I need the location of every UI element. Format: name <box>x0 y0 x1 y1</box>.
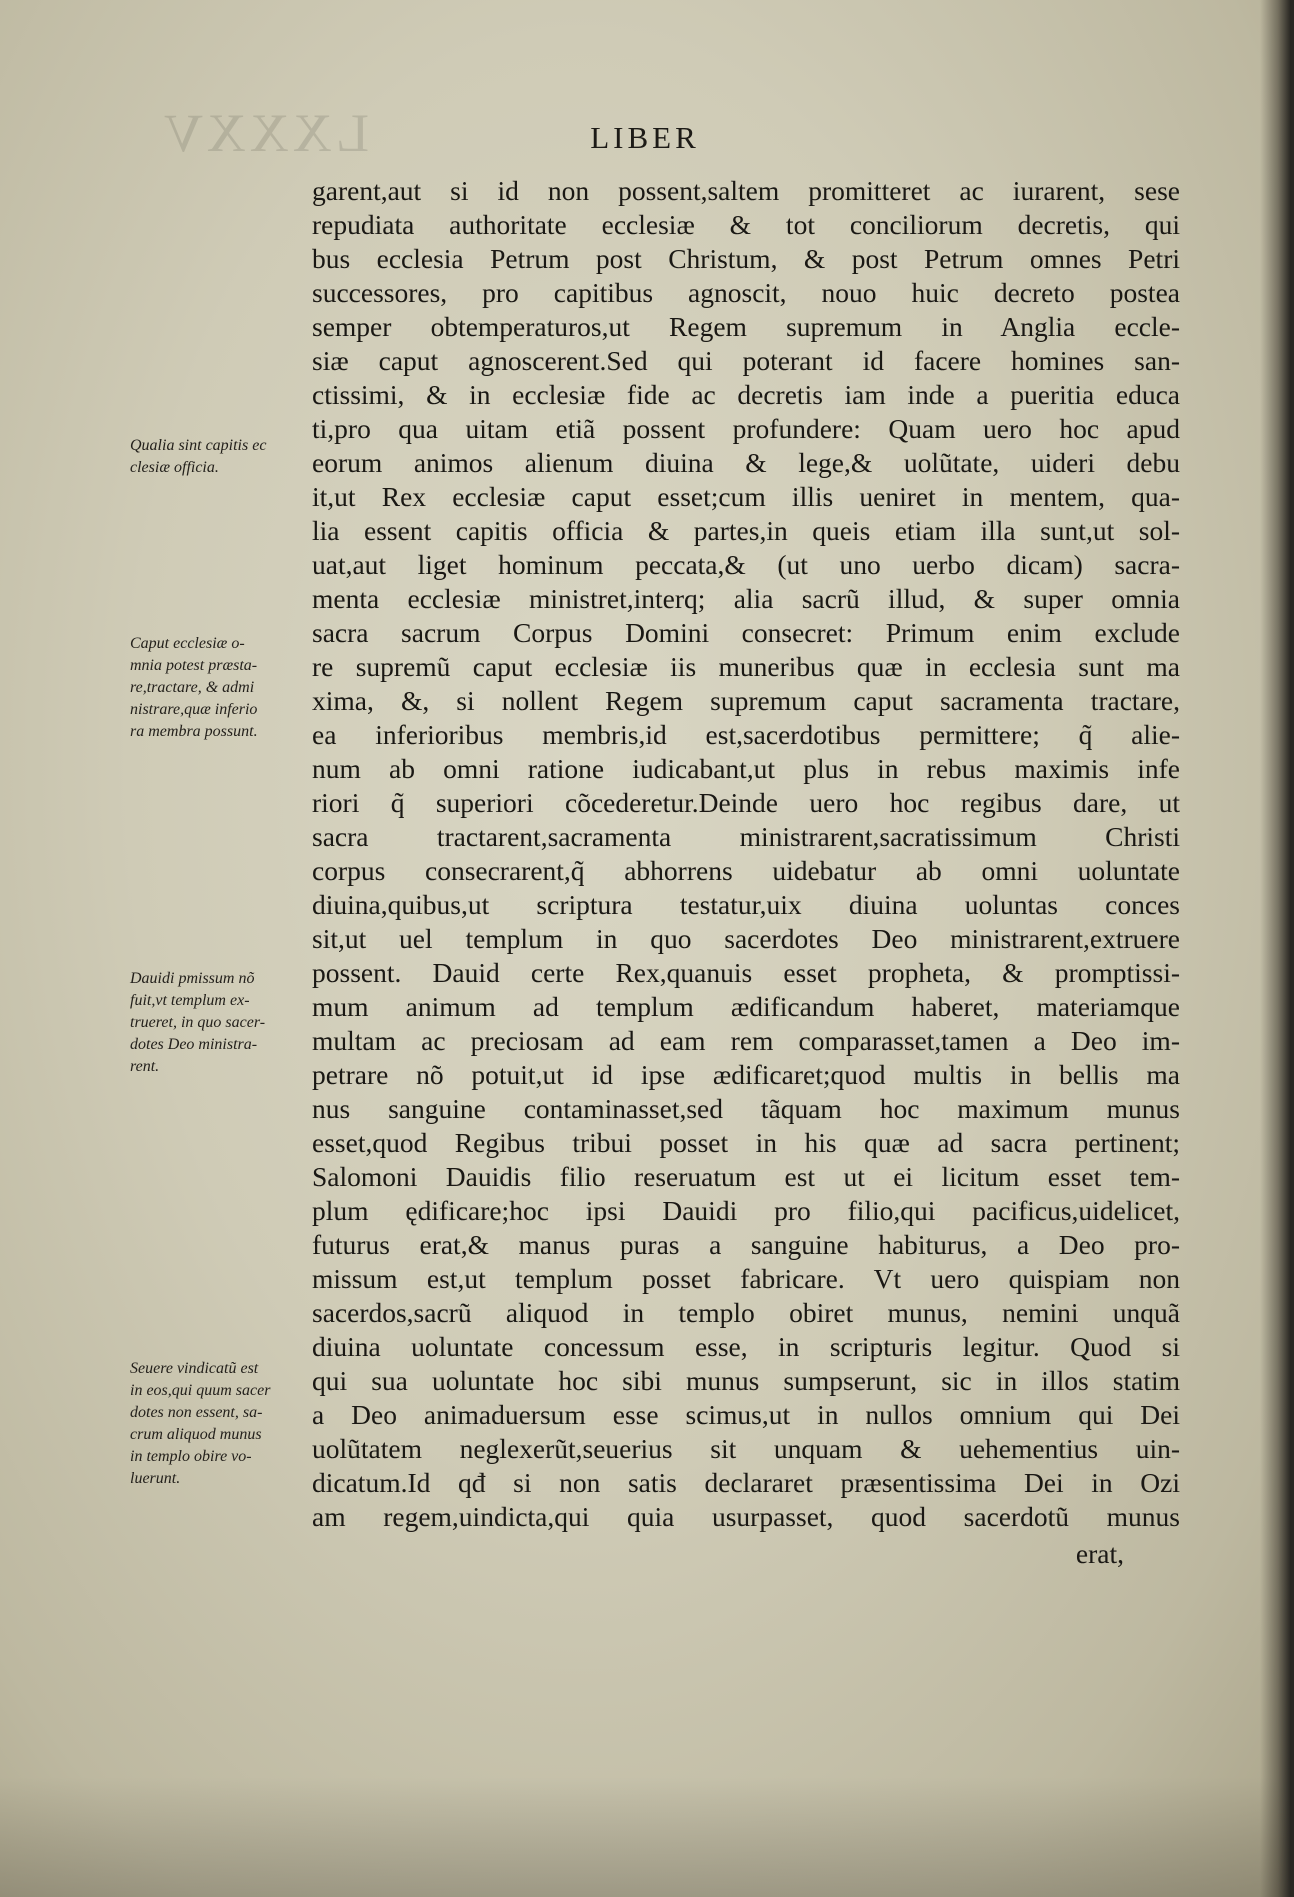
text-line: sit,ut uel templum in quo sacerdotes Deo ministrarent,extruere <box>312 923 1180 954</box>
text-line: semper obtemperaturos,ut Regem supremum in Anglia eccle- <box>312 311 1180 342</box>
marginal-note-line: re,tractare, & admi <box>130 679 255 696</box>
text-line: riori q̃ superiori cõcederetur.Deinde uero hoc regibus dare, ut <box>312 787 1180 818</box>
text-line: a Deo animaduersum esse scimus,ut in nullos omnium qui Dei <box>312 1399 1180 1430</box>
marginal-note-line: in eos,qui quum sacer <box>130 1382 271 1399</box>
text-line: diuina,quibus,ut scriptura testatur,uix diuina uoluntas conces <box>312 889 1180 920</box>
main-text-column <box>312 174 1180 1574</box>
marginal-note <box>130 633 298 743</box>
text-line: successores, pro capitibus agnoscit, nouo huic decreto postea <box>312 277 1180 308</box>
marginal-note-line: luerunt. <box>130 1470 181 1487</box>
text-line: bus ecclesia Petrum post Christum, & post Petrum omnes Petri <box>312 243 1180 274</box>
text-line: uat,aut liget hominum peccata,& (ut uno uerbo dicam) sacra- <box>312 549 1180 580</box>
marginal-note-line: trueret, in quo sacer- <box>130 1014 266 1031</box>
catchword: erat, <box>1075 1538 1124 1569</box>
marginal-note-line: clesiæ officia. <box>130 459 219 476</box>
text-line: Salomoni Dauidis filio reseruatum est ut ei licitum esset tem- <box>312 1161 1180 1192</box>
text-line: ea inferioribus membris,id est,sacerdotibus permittere; q̃ alie- <box>312 719 1180 750</box>
marginal-note <box>130 968 298 1078</box>
marginal-note-line: rent. <box>130 1058 160 1075</box>
text-line: am regem,uindicta,qui quia usurpasset, quod sacerdotũ munus <box>312 1501 1180 1532</box>
text-line: uolũtatem neglexerũt,seuerius sit unquam & uehementius uin- <box>312 1433 1180 1464</box>
marginal-note-line: dotes Deo ministra- <box>130 1036 258 1053</box>
marginal-note <box>130 1358 298 1490</box>
text-line: nus sanguine contaminasset,sed tãquam hoc maximum munus <box>312 1093 1180 1124</box>
text-line: num ab omni ratione iudicabant,ut plus in rebus maximis infe <box>312 753 1180 784</box>
marginal-note <box>130 435 298 479</box>
marginal-note-line: in templo obire vo- <box>130 1448 252 1465</box>
text-line: dicatum.Id qđ si non satis declararet præsentissima Dei in Ozi <box>312 1467 1180 1498</box>
text-line: menta ecclesiæ ministret,interq; alia sacrũ illud, & super omnia <box>312 583 1180 614</box>
text-line: eorum animos alienum diuina & lege,& uolũtate, uideri debu <box>312 447 1180 478</box>
marginal-note-line: Dauidi pmissum nõ <box>130 970 255 987</box>
text-line: siæ caput agnoscerent.Sed qui poterant id facere homines san- <box>312 345 1180 376</box>
text-line: lia essent capitis officia & partes,in queis etiam illa sunt,ut sol- <box>312 515 1180 546</box>
running-head: LIBER <box>590 120 700 155</box>
text-line: petrare nõ potuit,ut id ipse ædificaret;quod multis in bellis ma <box>312 1059 1180 1090</box>
marginal-note-line: crum aliquod munus <box>130 1426 262 1443</box>
marginal-note-line: Caput ecclesiæ o- <box>130 635 245 652</box>
text-line: corpus consecrarent,q̃ abhorrens uidebatur ab omni uoluntate <box>312 855 1180 886</box>
marginal-note-line: fuit,vt templum ex- <box>130 992 250 1009</box>
text-line: possent. Dauid certe Rex,quanuis esset propheta, & promptissi- <box>312 957 1180 988</box>
text-line: diuina uoluntate concessum esse, in scripturis legitur. Quod si <box>312 1331 1180 1362</box>
text-line: multam ac preciosam ad eam rem comparasset,tamen a Deo im- <box>312 1025 1180 1056</box>
marginal-note-line: nistrare,quæ inferio <box>130 701 258 718</box>
marginal-note-line: ra membra possunt. <box>130 723 258 740</box>
text-line: sacra sacrum Corpus Domini consecret: Primum enim exclude <box>312 617 1180 648</box>
text-line: mum animum ad templum ædificandum haberet, materiamque <box>312 991 1180 1022</box>
text-line: sacerdos,sacrũ aliquod in templo obiret munus, nemini unquã <box>312 1297 1180 1328</box>
text-line: garent,aut si id non possent,saltem promitteret ac iurarent, sese <box>312 175 1180 206</box>
text-line: esset,quod Regibus tribui posset in his quæ ad sacra pertinent; <box>312 1127 1180 1158</box>
text-line: qui sua uoluntate hoc sibi munus sumpserunt, sic in illos statim <box>312 1365 1180 1396</box>
marginal-note-line: dotes non essent, sa- <box>130 1404 263 1421</box>
text-line: futurus erat,& manus puras a sanguine habiturus, a Deo pro- <box>312 1229 1180 1260</box>
text-line: sacra tractarent,sacramenta ministrarent,sacratissimum Christi <box>312 821 1180 852</box>
text-line: ctissimi, & in ecclesiæ fide ac decretis iam inde a pueritia educa <box>312 379 1180 410</box>
bleed-through-folio: LXXXV <box>160 103 369 163</box>
marginal-note-line: Qualia sint capitis ec <box>130 437 267 454</box>
text-line: repudiata authoritate ecclesiæ & tot conciliorum decretis, qui <box>312 209 1180 240</box>
marginal-note-line: mnia potest præsta- <box>130 657 258 674</box>
text-line: plum ędificare;hoc ipsi Dauidi pro filio,qui pacificus,uidelicet, <box>312 1195 1180 1226</box>
text-line: re supremũ caput ecclesiæ iis muneribus quæ in ecclesia sunt ma <box>312 651 1180 682</box>
marginal-note-line: Seuere vindicatũ est <box>130 1360 259 1377</box>
text-line: missum est,ut templum posset fabricare. Vt uero quispiam non <box>312 1263 1180 1294</box>
text-line: ti,pro qua uitam etiã possent profundere: Quam uero hoc apud <box>312 413 1180 444</box>
text-line: it,ut Rex ecclesiæ caput esset;cum illis ueniret in mentem, qua- <box>312 481 1180 512</box>
text-line: xima, &, si nollent Regem supremum caput sacramenta tractare, <box>312 685 1180 716</box>
